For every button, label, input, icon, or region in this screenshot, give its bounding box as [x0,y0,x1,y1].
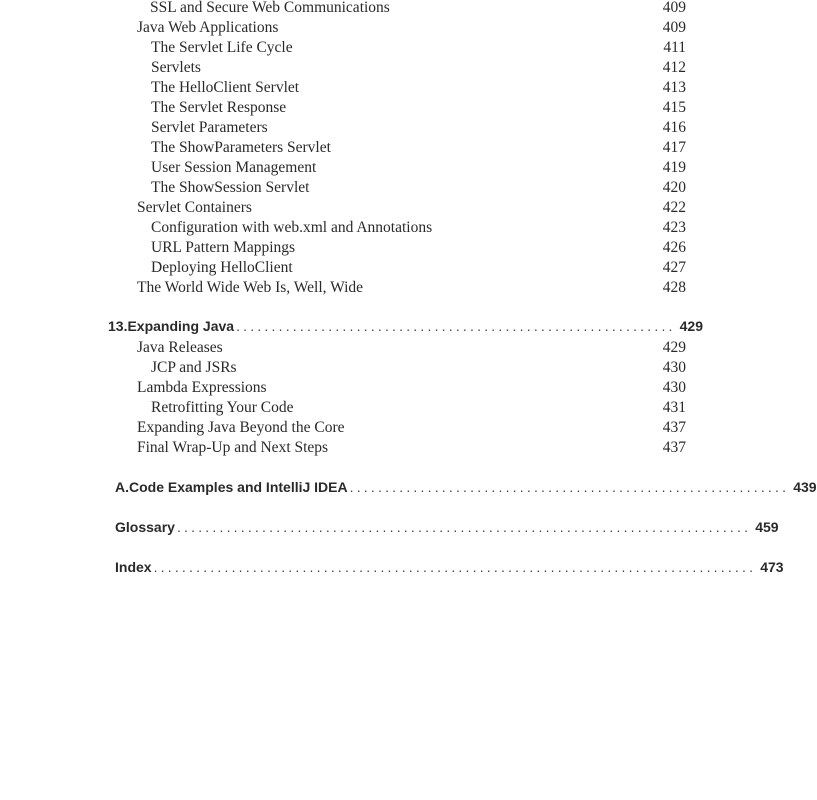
toc-entry-page: 423 [662,219,686,236]
toc-entry-title: Deploying HelloClient [151,259,293,276]
toc-entry-title: Lambda Expressions [137,379,267,396]
toc-glossary-heading [115,516,779,538]
toc-entry-page: 431 [662,399,686,416]
toc-entry-title: User Session Management [151,159,317,176]
toc-entry-page: 409 [662,19,686,36]
toc-entry [151,178,686,198]
toc-entry-page: 411 [663,39,686,56]
toc-entry [137,438,686,458]
dot-leader: ................................................................................. [176,519,752,535]
appendix-title: Code Examples and IntelliJ IDEA [129,479,348,495]
toc-entry [151,238,686,258]
toc-entry [150,0,686,18]
appendix-letter: A. [115,479,129,495]
toc-entry-page: 437 [662,439,686,456]
toc-entry-title: Retrofitting Your Code [151,399,294,416]
toc-entry [151,398,686,418]
dot-leader: .............................................................. [349,479,790,495]
glossary-title: Glossary [115,519,175,535]
toc-entry-page: 415 [662,99,686,116]
toc-index-heading [115,556,784,578]
appendix-page: 439 [793,479,817,495]
toc-entry-title: Expanding Java Beyond the Core [137,419,345,436]
toc-entry-page: 422 [662,199,686,216]
toc-entry [151,258,686,278]
toc-entry-title: The HelloClient Servlet [151,79,300,96]
chapter-page: 429 [679,318,703,334]
toc-entry-page: 409 [662,0,686,16]
toc-entry [137,338,686,358]
toc-entry-title: URL Pattern Mappings [151,239,296,256]
chapter-title: Expanding Java [127,318,235,334]
toc-entry-title: Servlet Containers [137,199,252,216]
toc-entry [137,418,686,438]
toc-chapter-heading [108,315,703,337]
toc-entry-title: Java Web Applications [137,19,279,36]
toc-entry-page: 417 [662,139,686,156]
toc-entry [137,18,686,38]
toc-entry-title: Configuration with web.xml and Annotations [151,219,433,236]
index-page: 473 [760,559,784,575]
toc-entry [137,198,686,218]
toc-entry-page: 419 [662,159,686,176]
toc-entry-page: 427 [662,259,686,276]
toc-entry [151,358,686,378]
toc-entry-title: The Servlet Response [151,99,287,116]
chapter-number: 13. [108,318,128,334]
toc-entry-title: Servlets [151,59,201,76]
toc-entry-title: Java Releases [137,339,223,356]
toc-entry-title: Servlet Parameters [151,119,268,136]
toc-appendix-heading [115,476,817,498]
toc-entry [137,378,686,398]
toc-entry-page: 437 [662,419,686,436]
toc-entry-page: 430 [662,359,686,376]
toc-entry-title: The World Wide Web Is, Well, Wide [137,279,364,296]
toc-entry-page: 429 [662,339,686,356]
toc-entry [151,218,686,238]
toc-entry-page: 416 [662,119,686,136]
toc-entry-title: The ShowParameters Servlet [151,139,331,156]
toc-entry [151,158,686,178]
toc-entry-page: 430 [662,379,686,396]
toc-entry [137,278,686,298]
index-title: Index [115,559,152,575]
toc-entry-title: SSL and Secure Web Communications [150,0,390,16]
toc-entry [151,58,686,78]
toc-entry [151,98,686,118]
toc-entry-page: 413 [662,79,686,96]
toc-entry-title: The ShowSession Servlet [151,179,310,196]
toc-entry-title: The Servlet Life Cycle [151,39,293,56]
toc-entry-page: 426 [662,239,686,256]
toc-entry [151,38,686,58]
toc-entry-page: 412 [662,59,686,76]
dot-leader: ..................................................................................... [153,559,757,575]
glossary-page: 459 [755,519,779,535]
toc-entry-title: JCP and JSRs [151,359,237,376]
toc-entry [151,78,686,98]
dot-leader: .............................................................. [236,318,676,334]
toc-entry [151,138,686,158]
toc-entry [151,118,686,138]
toc-entry-page: 428 [662,279,686,296]
toc-entry-page: 420 [662,179,686,196]
toc-entry-title: Final Wrap-Up and Next Steps [137,439,329,456]
